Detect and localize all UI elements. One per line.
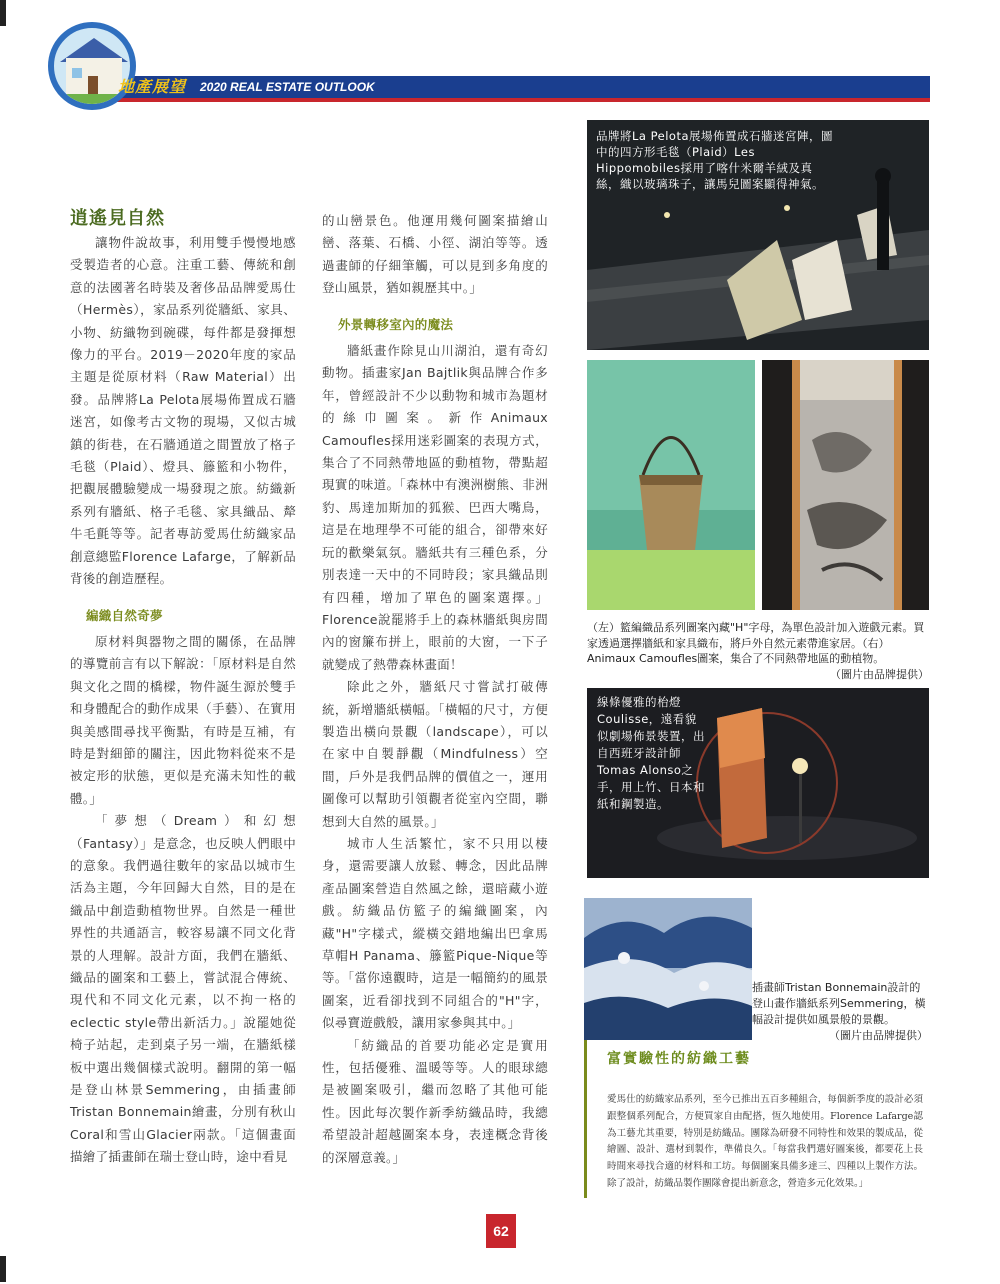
photo-caption-overlay: 線條優雅的枱燈Coulisse，遠看貌似劇場佈景裝置，出自西班牙設計師Tomas Alonso之手，用上竹、日本和紙和鋼製造。 <box>597 695 705 811</box>
article-title: 逍遙見自然 <box>70 208 165 229</box>
crop-mark-bottom-left <box>0 1256 6 1282</box>
article-column-middle <box>322 210 548 1169</box>
photo-credit: （圖片由品牌提供） <box>830 667 929 681</box>
page-number: 62 <box>486 1214 516 1248</box>
photo-caption-overlay: 品牌將La Pelota展場佈置成石牆迷宮陣，圖中的四方形毛毯（Plaid）Les Hippomobiles採用了喀什米爾羊絨及真絲，織以玻璃珠子，讓馬兒圖案顯得神氣。 <box>596 129 833 191</box>
paragraph: 牆紙畫作除見山川湖泊，還有奇幻動物。插畫家Jan Bajtlik與品牌合作多年，曾經設計不少以動物和城市為題材的絲巾圖案。新作Animaux Camoufles採用迷彩圖案的表現方式，集合了不同熱帶地區的動植物，帶點超現實的味道。「森林中有澳洲樹熊、非洲豹、馬達加斯加的狐猴、巴西大嘴鳥，這是在地理學不可能的組合，卻帶來好玩的歡樂氣氛。牆紙共有三種色系，分別表達一天中的不同時段；家具織品則有四種，增加了單色的圖案選擇。」Florence說罷將手上的森林牆紙與房間內的窗簾布拼上，眼前的大窗，一下子就變成了熱帶森林畫面！ <box>322 343 548 672</box>
animaux-wallpaper-photo <box>762 360 929 610</box>
header-accent-line <box>105 98 930 102</box>
photo-credit: （圖片由品牌提供） <box>829 1029 928 1042</box>
sidebar-box <box>584 1040 930 1198</box>
section-title-en: 2020 REAL ESTATE OUTLOOK <box>200 80 375 94</box>
photo-caption-left-right <box>587 620 929 682</box>
paragraph: 原材料與器物之間的關係，在品牌的導覽前言有以下解說：「原材料是自然與文化之間的橋樑，物件誕生源於雙手和身體配合的動作成果（手藝）、在實用與美感間尋找平衡點，有時是互補，有時是對細節的關注，因此物料從來不是被定形的狀態，更似是充滿未知性的載體。」 <box>70 633 296 806</box>
paragraph: 「夢想（Dream）和幻想（Fantasy）」是意念，也反映人們眼中的意象。我們過往數年的家品以城市生活為主題，今年回歸大自然，目的是在織品中創造動植物世界。自然是一種世界性的共通語言，較容易讓不同文化背景的人理解。設計方面，我們在牆紙、織品的圖案和工藝上，嘗試混合傳統、現代和不同文化元素，以不拘一格的eclectic style帶出新活力。」說罷她從椅子站起，走到桌子另一端，在牆紙樣板中選出幾個樣式說明。翻開的第一幅是登山林景Semmering，由插畫師Tristan Bonnemain繪畫，分別有秋山Coral和雪山Glacier兩款。「這個畫面描繪了插畫師在瑞士登山時，途中看見 <box>70 813 296 1165</box>
caption-text: 插畫師Tristan Bonnemain設計的登山畫作牆紙系列Semmering，橫幅設計提供如風景般的景觀。 <box>752 981 926 1026</box>
basket-textile-photo <box>587 360 755 610</box>
paragraph: 城市人生活繁忙，家不只用以棲身，還需要讓人放鬆、轉念，因此品牌產品圖案營造自然風之餘，還暗藏小遊戲。紡織品仿籃子的編織圖案，內藏"H"字樣式，縱橫交錯地編出巴拿馬草帽H Panama、籐籃Pique-Nique等等。「當你遠觀時，這是一幅簡約的風景圖案，近看卻找到不同組合的"H"字，似尋寶遊戲般，讓用家參與其中。」 <box>322 835 548 1031</box>
photo-caption <box>752 980 928 1044</box>
paragraph: 「紡織品的首要功能必定是實用性，包括優雅、溫暖等等。人的眼球總是被圖案吸引，繼而忽略了其他可能性。因此每次製作新季紡織品時，我總希望設計超越圖案本身，表達概念背後的深層意義。」 <box>322 1037 548 1165</box>
crop-mark-top-left <box>0 0 6 26</box>
subhead: 編織自然奇夢 <box>86 607 163 623</box>
sidebar-title: 富實驗性的紡織工藝 <box>607 1051 751 1067</box>
article-column-left <box>70 232 296 1169</box>
caption-text: （左）籃編織品系列圖案內藏"H"字母，為單色設計加入遊戲元素。買家透過選擇牆紙和家具織布，將戶外自然元素帶進家居。（右）Animaux Camoufles圖案，集合了不同熱帶地區的動植物。 <box>587 621 925 665</box>
section-title-cn: 地產展望 <box>118 77 187 96</box>
subhead: 外景轉移室內的魔法 <box>338 316 454 332</box>
sidebar-text: 愛馬仕的紡織家品系列，至今已推出五百多種組合，每個新季度的設計必須跟整個系列配合，方便買家自由配搭，恆久地使用。Florence Lafarge認為工藝尤其重要，特別是紡織品。團隊為研發不同特性和效果的製成品，從繪圖、設計、選材到製作，準備良久。「每當我們選好圖案後，都要花上長時間來尋找合適的材料和工坊。每個圖案具備多達三、四種以上製作方法。除了設計，紡織品製作團隊會提出新意念，營造多元化效果。」 <box>607 1094 923 1189</box>
paragraph: 的山巒景色。他運用幾何圖案描繪山巒、落葉、石橋、小徑、湖泊等等。透過畫師的仔細筆觸，可以見到多角度的登山風景，猶如親歷其中。」 <box>322 213 548 296</box>
semmering-wallpaper-photo <box>584 898 752 1040</box>
paragraph: 除此之外，牆紙尺寸嘗試打破傳統，新增牆紙橫幅。「橫幅的尺寸，方便製造出橫向景觀（landscape），可以在家中自製靜觀（Mindfulness）空間，戶外是我們品牌的價值之一，運用圖像可以幫助引領觀者從室內空間，聯想到大自然的風景。」 <box>322 679 548 829</box>
paragraph: 讓物件說故事，利用雙手慢慢地感受製造者的心意。注重工藝、傳統和創意的法國著名時裝及奢侈品品牌愛馬仕（Hermès），家品系列從牆紙、家具、小物、紡織物到碗碟，每件都是發揮想像力的平台。2019－2020年度的家品主題是從原材料（Raw Material）出發。品牌將La Pelota展場佈置成石牆迷宮，如像考古文物的現場，又似古城鎮的街巷，在石牆通道之間置放了格子毛毯（Plaid）、燈具、籐籃和小物件，把觀展體驗變成一場發現之旅。紡織新系列有牆紙、格子毛毯、家具織品、犛牛毛氈等等。記者專訪愛馬仕紡織家品創意總監Florence Lafarge，了解新品背後的創造歷程。 <box>70 235 296 587</box>
